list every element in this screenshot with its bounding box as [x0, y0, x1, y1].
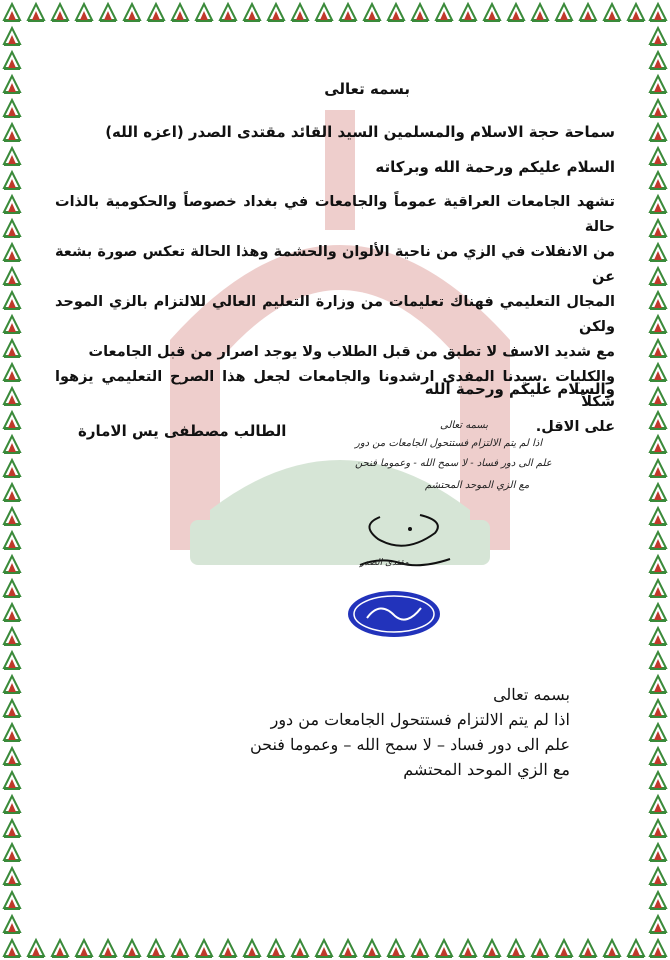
blue-seal-stamp [345, 588, 443, 640]
body-line: تشهد الجامعات العراقية عموماً والجامعات في بغداد خصوصاً والحكومية بالذات حالة [55, 194, 615, 235]
sender-name: الطالب مصطفى يس الامارة [78, 422, 287, 440]
transcription-line: اذا لم يتم الالتزام فستتحول الجامعات من دور [270, 710, 570, 729]
handwritten-line: بسمه تعالى [440, 420, 489, 431]
body-line: على الاقل. [535, 419, 615, 435]
handwritten-line: علم الى دور فساد - لا سمح الله - وعموما فنحن [355, 458, 552, 469]
body-line: مع شديد الاسف لا تطبق من قبل الطلاب ولا يوجد اصرار من قبل الجامعات [88, 344, 615, 360]
transcription-line: بسمه تعالى [493, 685, 570, 704]
handwritten-line: اذا لم يتم الالتزام فستتحول الجامعات من دور [355, 438, 543, 449]
addressee-line: سماحة حجة الاسلام والمسلمين السيد القائد مقتدى الصدر (اعزه الله) [105, 123, 615, 141]
signature-name: مقتدى الصدر [360, 558, 409, 568]
body-line: والكليات .سيدنا المفدى ارشدونا والجامعات لجعل هذا الصرح التعليمي يزهوا شكلاً [55, 369, 615, 410]
body-line: من الانفلات في الزي من ناحية الألوان والحشمة وهذا الحالة تعكس صورة بشعة عن [55, 244, 615, 285]
transcription-line: مع الزي الموحد المحتشم [403, 760, 570, 779]
handwritten-line: مع الزي الموحد المحتشم [425, 480, 530, 491]
basmala-heading: بسمه تعالى [324, 80, 410, 98]
transcription-block [250, 682, 570, 782]
transcription-line: علم الى دور فساد – لا سمح الله – وعموما فنحن [249, 735, 570, 754]
letter-body [55, 190, 615, 440]
body-line: المجال التعليمي فهناك تعليمات من وزارة التعليم العالي للالتزام بالزي الموحد ولكن [55, 294, 615, 335]
closing-line: والسلام عليكم ورحمة الله [424, 380, 615, 398]
greeting-line: السلام عليكم ورحمة الله وبركاته [375, 158, 615, 176]
